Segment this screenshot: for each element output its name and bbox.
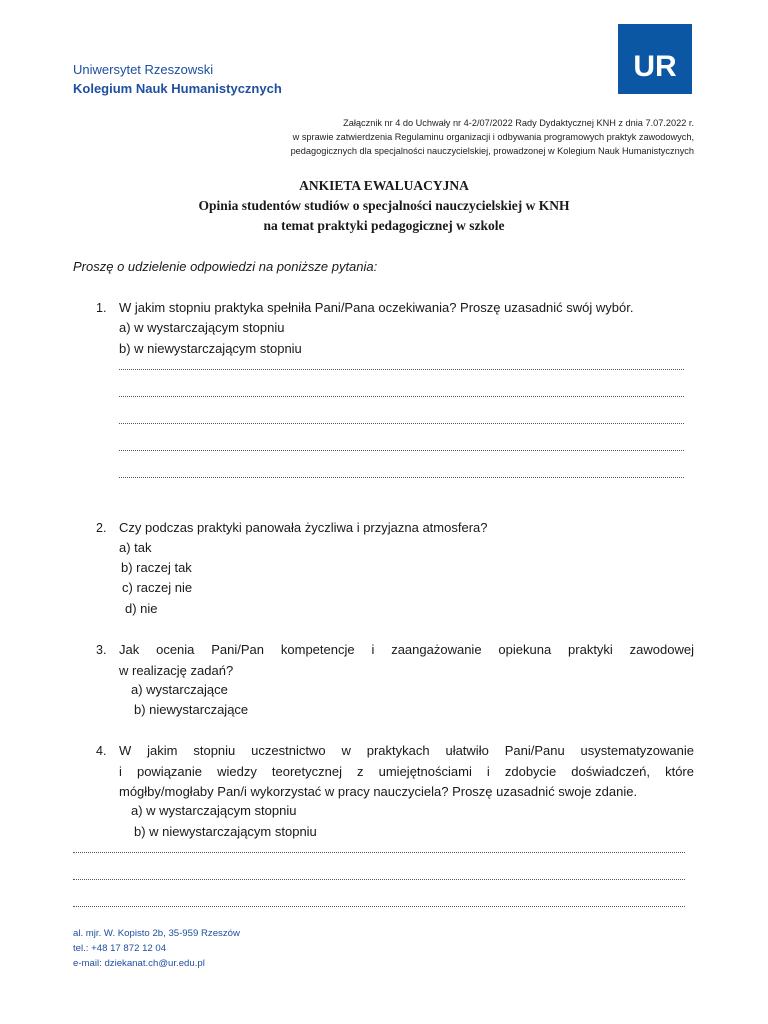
question-number: 2. xyxy=(96,521,107,535)
annex-line: Załącznik nr 4 do Uchwały nr 4-2/07/2022 Rady Dydaktycznej KNH z dnia 7.07.2022 r. xyxy=(343,118,694,128)
document-title: ANKIETA EWALUACYJNA xyxy=(299,178,469,193)
answer-option: b) w niewystarczającym stopniu xyxy=(134,824,317,839)
university-name: Uniwersytet Rzeszowski xyxy=(73,62,214,77)
answer-option: a) w wystarczającym stopniu xyxy=(119,320,285,335)
annex-line: pedagogicznych dla specjalności nauczycielskiej, prowadzonej w Kolegium Nauk Humanistycznych xyxy=(290,146,694,156)
answer-option: a) w wystarczającym stopniu xyxy=(131,803,297,818)
document-subtitle: Opinia studentów studiów o specjalności nauczycielskiej w KNH xyxy=(198,198,570,213)
answer-option: b) niewystarczające xyxy=(134,702,249,717)
question-text-line: W jakim stopniu uczestnictwo w praktykach ułatwiło Pani/Panu usystematyzowanie xyxy=(119,743,694,758)
question-text xyxy=(119,640,694,681)
annex-note xyxy=(174,116,694,158)
question-text xyxy=(119,741,694,803)
answer-line[interactable] xyxy=(119,368,684,370)
university-logo xyxy=(618,24,692,94)
answer-option: a) wystarczające xyxy=(131,682,228,697)
answer-option: a) tak xyxy=(119,540,152,555)
footer-email[interactable]: e-mail: dziekanat.ch@ur.edu.pl xyxy=(73,958,205,969)
answer-line[interactable] xyxy=(73,905,685,907)
answer-line[interactable] xyxy=(73,851,685,853)
college-name: Kolegium Nauk Humanistycznych xyxy=(73,81,282,96)
question-number: 4. xyxy=(96,744,107,758)
answer-line[interactable] xyxy=(119,449,684,451)
answer-line[interactable] xyxy=(119,422,684,424)
document-subtitle-2: na temat praktyki pedagogicznej w szkole xyxy=(263,218,505,233)
answer-option: b) raczej tak xyxy=(121,560,192,575)
question-text-line: Jak ocenia Pani/Pan kompetencje i zaangażowanie opiekuna praktyki zawodowej xyxy=(119,642,694,657)
footer-address: al. mjr. W. Kopisto 2b, 35-959 Rzeszów xyxy=(73,928,240,939)
footer-phone: tel.: +48 17 872 12 04 xyxy=(73,943,167,954)
annex-line: w sprawie zatwierdzenia Regulaminu organizacji i odbywania programowych praktyk zawodowych, xyxy=(292,132,694,142)
question-text-line: w realizację zadań? xyxy=(119,662,234,678)
answer-option: b) w niewystarczającym stopniu xyxy=(119,341,302,356)
answer-line[interactable] xyxy=(119,476,684,478)
answer-line[interactable] xyxy=(73,878,685,880)
logo-text: UR xyxy=(633,50,677,83)
answer-line[interactable] xyxy=(119,395,684,397)
answer-option: c) raczej nie xyxy=(122,580,193,595)
intro-text: Proszę o udzielenie odpowiedzi na poniższe pytania: xyxy=(73,259,378,274)
question-text: W jakim stopniu praktyka spełniła Pani/Pana oczekiwania? Proszę uzasadnić swój wybór. xyxy=(119,300,634,315)
question-number: 3. xyxy=(96,643,107,657)
answer-option: d) nie xyxy=(125,601,158,616)
question-text-line: i powiązanie wiedzy teoretycznej z umiejętnościami i zdobycie doświadczeń, które xyxy=(119,763,694,779)
question-text: Czy podczas praktyki panowała życzliwa i przyjazna atmosfera? xyxy=(119,520,488,535)
question-number: 1. xyxy=(96,301,107,315)
question-text-line: mógłby/mogłaby Pan/i wykorzystać w pracy nauczyciela? Proszę uzasadnić swoje zdanie. xyxy=(119,784,638,799)
